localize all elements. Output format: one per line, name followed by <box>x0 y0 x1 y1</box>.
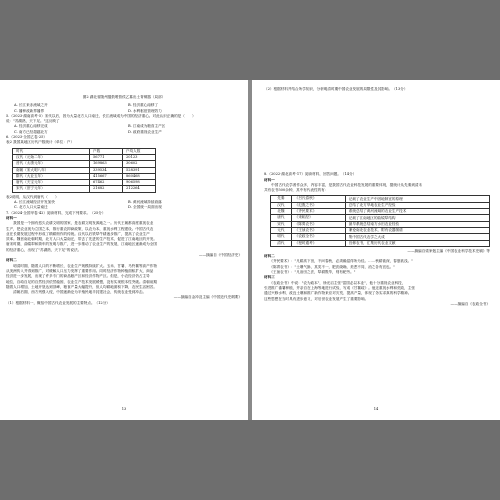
page-number: 13 <box>121 406 127 411</box>
table-cell: 先秦 <box>271 196 292 202</box>
table-cell: 30602 <box>123 161 156 167</box>
table-header: 时代 <box>13 148 90 154</box>
page-number: 14 <box>373 406 379 411</box>
option-a: A. 长江流域经济开发加快 <box>14 200 55 205</box>
table-cell: 415667 <box>90 173 123 179</box>
table-cell: 《齐民要术》 <box>291 209 345 215</box>
table-cell: 56771 <box>90 154 123 160</box>
table-cell: 兼论南北农业技术，附有农器图谱 <box>345 227 489 233</box>
table-cell: 《陈旉农书》 <box>291 221 345 227</box>
table-cell: 906598 <box>123 180 156 186</box>
material-1-title: 材料一 <box>264 177 275 182</box>
q7-subquestion-1: （1）根据材料一，概括中国古代农业发展的主要特点。（12分） <box>6 300 110 305</box>
table-cell: 169863 <box>90 161 123 167</box>
q5-stem-cont: 说："苏湖熟，天下足。"这反映了 <box>6 119 60 124</box>
table-cell: 集中国古代农学之大成 <box>345 234 489 240</box>
material-line: 中国古代农学著作众多，内容丰富，是我国古代农业科技发展的重要体现，据统计从先秦到清末 <box>264 182 423 187</box>
option-b: B. 黄河流域持续衰落 <box>128 200 162 205</box>
material-line: 通过兴修水利、改良土壤和推广新作物来应对灾荒、提高产量，体现了务实求真的科学精神。 <box>264 291 412 296</box>
table-header: 户均人数 <box>123 148 156 154</box>
table-cell: 晋代（太康元年） <box>13 161 90 167</box>
right-page <box>252 80 500 420</box>
option-d: D. 全国统一局面出现 <box>128 205 162 210</box>
agricultural-books-table <box>270 195 490 246</box>
table-cell: 清代 <box>271 240 292 246</box>
material-source: ——摘编自金冲及主编《中国近代史纲要》 <box>173 295 242 300</box>
table-row <box>13 186 156 192</box>
material-line: 随着人口增加，土地开垦达到顶峰，粮食产量大幅提升，但人均耕地面积下降，农民生活困苦。 <box>6 284 157 289</box>
table-cell: 北魏 <box>271 209 292 215</box>
option-c: C. 北方人口大量南迁 <box>14 205 48 210</box>
option-b: B. 经济重心南移了 <box>128 103 159 108</box>
table-cell: 339534 <box>90 167 123 173</box>
table-cell: 《吕氏春秋》 <box>291 196 345 202</box>
material-line: 明清时期，随着人口的不断增长，农业生产规模持续扩大。玉米、甘薯、马铃薯等高产作物 <box>6 263 157 268</box>
q6-stem: 6.（2023·全国乙卷·25） <box>6 135 47 140</box>
option-c: C. 南方已经超越北方 <box>14 129 48 134</box>
left-page <box>0 80 248 420</box>
table-header: 户数 <box>90 148 123 154</box>
material-line: 效率。魏晋南北朝时期，北方人口大量南迁，带去了先进的生产技术，促进了江南地区的开发。 <box>6 237 157 242</box>
material-1-title: 材料一 <box>6 215 17 220</box>
material-line: 《农政全书》中说："农为政本"，徐光启主张"富国必以本业"，他十分重视农业科技， <box>264 280 406 285</box>
table-cell: 唐代 <box>271 215 292 221</box>
table-cell: 元代 <box>271 227 292 233</box>
table-cell: 212264 <box>123 186 156 192</box>
material-line: 经济进一步发展，出现了许多专门的商品粮产区和经济作物产区。但是，小农经济仍占主导 <box>6 274 150 279</box>
table-cell: 20123 <box>123 154 156 160</box>
table-cell: 系统总结了黄河流域的农业生产技术 <box>345 209 489 215</box>
table-cell: 隋代（大业五年） <box>13 173 90 179</box>
material-source: ——摘编自《中国经济史》 <box>198 253 242 258</box>
option-d: D. 水利枢纽管理效力 <box>128 108 162 113</box>
table-cell: 记载了农业生产中因地制宜的原理 <box>345 196 489 202</box>
material-2-title: 材料二 <box>6 258 17 263</box>
table-cell: 记载了江南地区的曲辕犁结构 <box>345 215 489 221</box>
figure-caption: 图2 湖北省随州擂鼓墩曾侯乙墓出土青铜器（局部） <box>82 95 166 99</box>
table-cell: 最早系统总结南方水田农业经验 <box>345 221 489 227</box>
table-cell: 21682 <box>90 186 123 192</box>
table-title: 表2 我国某地区历代户数统计（单位：户） <box>6 140 75 145</box>
material-line: 引进推广番薯种植，并亲自在上海等地进行试验，写成《甘薯疏》。他还重视水利和荒政，主张 <box>264 285 415 290</box>
material-3-title: 材料三 <box>264 275 275 280</box>
table-cell: 南朝（宋大明八年） <box>13 167 90 173</box>
material-line: 唐宋时期，曲辕犁和筒车的发明与推广，进一步推动了农业生产的发展，江南地区逐渐成为全国 <box>6 242 157 247</box>
q6-note: 表2说明，从汉代到唐代（ ） <box>6 194 59 199</box>
table-cell: 明代 <box>271 234 292 240</box>
table-cell: 《王祯农书》 <box>291 227 345 233</box>
table-cell: 《耒耜经》 <box>291 215 345 221</box>
material-line: 共有农书500余种，其中有代表性的有： <box>264 188 329 193</box>
table-cell: 总结了北方旱地农业生产经验 <box>345 202 489 208</box>
material-line: 的经济重心，出现了"苏湖熟，天下足"的说法。 <box>6 247 82 252</box>
material-source: ——摘编自《农政全书》 <box>450 301 490 306</box>
option-d: D. 政府重视农业生产 <box>128 129 162 134</box>
material-line: 我国是一个拥有悠久农耕文明的国家，是农耕文明发源地之一。历代王朝都高度重视农业 <box>6 221 154 226</box>
material-line: 业在长期发展过程中形成了精耕细作的传统。汉代以后铁犁牛耕逐步推广，提高了农业生产 <box>6 231 150 236</box>
material-line: 《王祯农书》："凡治田之法，犁耕既毕，则有耙劳。" <box>264 270 356 275</box>
option-b: B. 江南成为粮食主产区 <box>128 124 166 129</box>
table-cell: 宋代（崇宁元年） <box>13 186 90 192</box>
table-cell: 《氾胜之书》 <box>291 202 345 208</box>
table-row <box>271 240 490 246</box>
material-line: 清朝后期，西方列强入侵，中国逐渐沦为半殖民地半封建社会，传统农业受到冲击。 <box>6 290 147 295</box>
table-cell: 汉代（元始二年） <box>13 154 90 160</box>
q6-options <box>6 200 242 211</box>
material-line: 生产，把农业视为立国之本，推行重农抑商政策，以农为本，重视水利工程建设。中国古代农 <box>6 226 154 231</box>
table-cell: 《授时通考》 <box>291 240 345 246</box>
q5-options <box>6 124 242 135</box>
table-cell: 宋代 <box>271 221 292 227</box>
q5-stem: 5.（2023·湖南高考·5）宋代以后，因为大量北方人口南迁，长江流域成为中国的经济重心。对此认识正确的是（ ） <box>6 113 196 118</box>
option-a: A. 长江来赤流域之开 <box>14 103 48 108</box>
q7-subquestion-2: （2）根据材料并结合所学知识，分析明清时期中国农业发展的局限性及其影响。（13分） <box>264 87 408 91</box>
material-line: 这些思想在当时具有进步意义，对后世农业发展产生了重要影响。 <box>264 296 369 301</box>
table-cell: 《农政全书》 <box>291 234 345 240</box>
table-cell: 官修农书，汇集历代农业文献 <box>345 240 489 246</box>
material-line: 《陈旉农书》："土壤气脉，其类不一，肥沃硗埆，美恶不同，治之各有宜也。" <box>264 264 395 269</box>
population-table <box>12 148 156 193</box>
table-cell: 67462 <box>90 180 123 186</box>
table-cell: 汉代 <box>271 202 292 208</box>
q8-stem: 8.（2022·湖北高考·17）阅读材料，回答问题。（14分） <box>264 172 357 177</box>
material-2-title: 材料二 <box>264 254 275 259</box>
option-a: A. 经济重心南移完成 <box>14 124 48 129</box>
q4-options <box>6 103 242 114</box>
table-cell: 唐代（天宝元年） <box>13 180 90 186</box>
table-cell: 860468 <box>123 173 156 179</box>
option-c: C. 播种改新界播界 <box>14 108 45 113</box>
material-source: ——摘编自梁家勉主编《中国农业科学技术史稿》等 <box>407 248 490 253</box>
q7-stem: 7.（2024·全国甲卷·42）阅读材料，完成下列要求。（25分） <box>6 210 106 215</box>
material-line: 从美洲传入并得到推广，对缓解人口压力发挥了重要作用。同时经济作物种植面积扩大，商品 <box>6 268 154 273</box>
material-line: 地位，自给自足的自然经济依然稳固，农业生产技术发展缓慢，没有实现根本性突破。清朝前期 <box>6 279 157 284</box>
table-cell: 528391 <box>123 167 156 173</box>
material-line: 《齐民要术》："凡耕高下田，不问春秋，必须燥湿得所为佳。……秋耕欲深，春夏欲浅。" <box>264 259 413 264</box>
